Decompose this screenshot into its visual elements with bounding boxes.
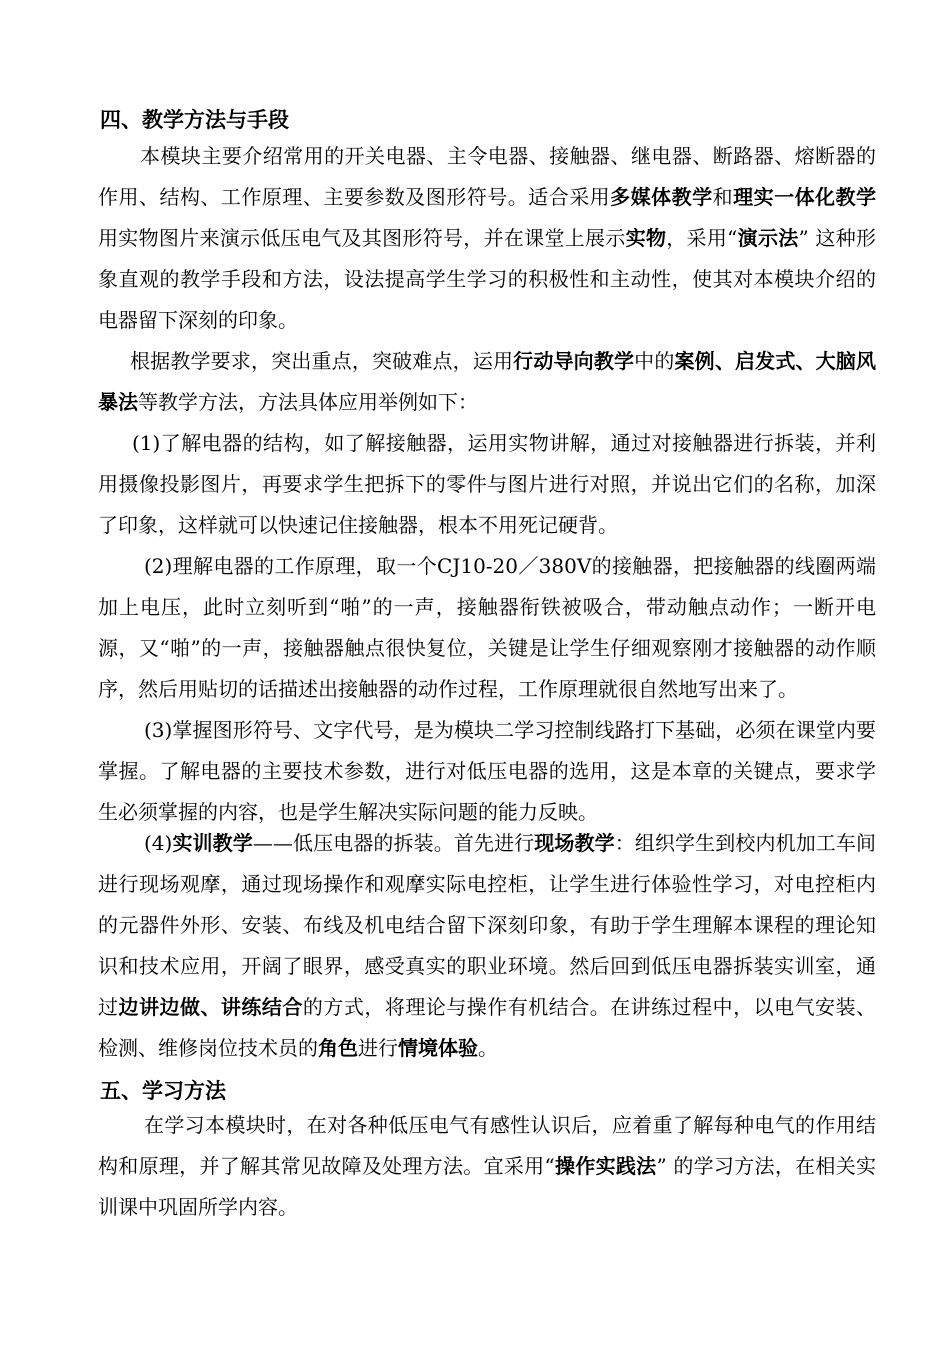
emphasis: 情境体验	[398, 1036, 478, 1060]
emphasis: 理实一体化教学	[733, 185, 877, 209]
text: 等教学方法，方法具体应用举例如下：	[138, 390, 478, 414]
emphasis: 实训教学	[172, 831, 253, 855]
text: 中的	[634, 349, 675, 373]
emphasis: 案例、启发式、大脑风暴法	[98, 349, 877, 414]
emphasis: 行动导向教学	[513, 349, 635, 373]
emphasis: 角色	[318, 1036, 358, 1060]
section-heading-learning-methods: 五、学习方法	[100, 1079, 226, 1103]
paragraph-methods-overview	[98, 341, 876, 423]
text: ，采用“	[666, 226, 738, 250]
emphasis: 边讲边做、讲练结合	[118, 995, 303, 1019]
section-heading-teaching-methods: 四、教学方法与手段	[100, 108, 289, 132]
text: ” 这种形象直观的教学手段和方法，设法提高学生学习的积极性和主动性，使其对本模块介绍的电器留下深刻的印象。	[98, 226, 877, 332]
paragraph-item-2: (2)理解电器的工作原理，取一个CJ10-20／380V的接触器，把接触器的线圈两端加上电压，此时立刻听到“啪”的一声，接触器衔铁被吸合，带动触点动作；一断开电源，又“啪”的一声，接触器触点很快复位，关键是让学生仔细观察刚才接触器的动作顺序，然后用贴切的话描述出接触器的动作过程，工作原理就很自然地写出来了。	[98, 554, 876, 701]
text: 在学习本模块时，在对各种低压电气有感性认识后，应着重了解每种电气的作用结构和原理，并了解其常见故障及处理方法。宜采用“	[98, 1113, 876, 1178]
paragraph-learning-methods	[98, 1105, 876, 1228]
text: 本模块主要介绍常用的开关电器、主令电器、接触器、继电器、断路器、熔断器的作用、结构、工作原理、主要参数及图形符号。适合采用	[98, 144, 876, 209]
emphasis: 演示法	[737, 226, 799, 250]
paragraph-item-3: (3)掌握图形符号、文字代号，是为模块二学习控制线路打下基础，必须在课堂内要掌握。了解电器的主要技术参数，进行对低压电器的选用，这是本章的关键点，要求学生必须掌握的内容，也是学生解决实际问题的能力反映。	[98, 718, 876, 824]
text: (4)	[144, 831, 173, 855]
paragraph-item-4	[98, 823, 876, 1069]
emphasis: 现场教学	[534, 831, 615, 855]
text: ：组织学生到校内机加工车间进行现场观摩，通过现场操作和观摩实际电控柜，让学生进行体验性学习，对电控柜内的元器件外形、安装、布线及机电结合留下深刻印象，有助于学生理解本课程的理论知识和技术应用，开阔了眼界，感受真实的职业环境。然后回到低压电器拆装实训室，通过	[98, 831, 877, 1019]
text: 进行	[358, 1036, 398, 1060]
text: ” 的学习方法，在相关实训课中巩固所学内容。	[98, 1154, 876, 1219]
paragraph-item-1: (1)了解电器的结构，如了解接触器，运用实物讲解，通过对接触器进行拆装，并利用摄像投影图片，再要求学生把拆下的零件与图片进行对照，并说出它们的名称，加深了印象，这样就可以快速记住接触器，根本不用死记硬背。	[98, 431, 876, 537]
text: 的方式，将理论与操作有机结合。在讲练过程中，以电气安装、检测、维修岗位技术员的	[98, 995, 877, 1060]
text: 根据教学要求，突出重点，突破难点，运用	[130, 349, 514, 373]
text: ——低压电器的拆装。首先进行	[252, 831, 535, 855]
emphasis: 实物	[625, 226, 667, 250]
text: 。	[478, 1036, 498, 1060]
text: 用实物图片来演示低压电气及其图形符号，并在课堂上展示	[98, 226, 626, 250]
emphasis: 多媒体教学	[610, 185, 713, 209]
paragraph-module-intro	[98, 136, 876, 341]
text: 和	[712, 185, 734, 209]
emphasis: 操作实践法	[554, 1154, 657, 1178]
